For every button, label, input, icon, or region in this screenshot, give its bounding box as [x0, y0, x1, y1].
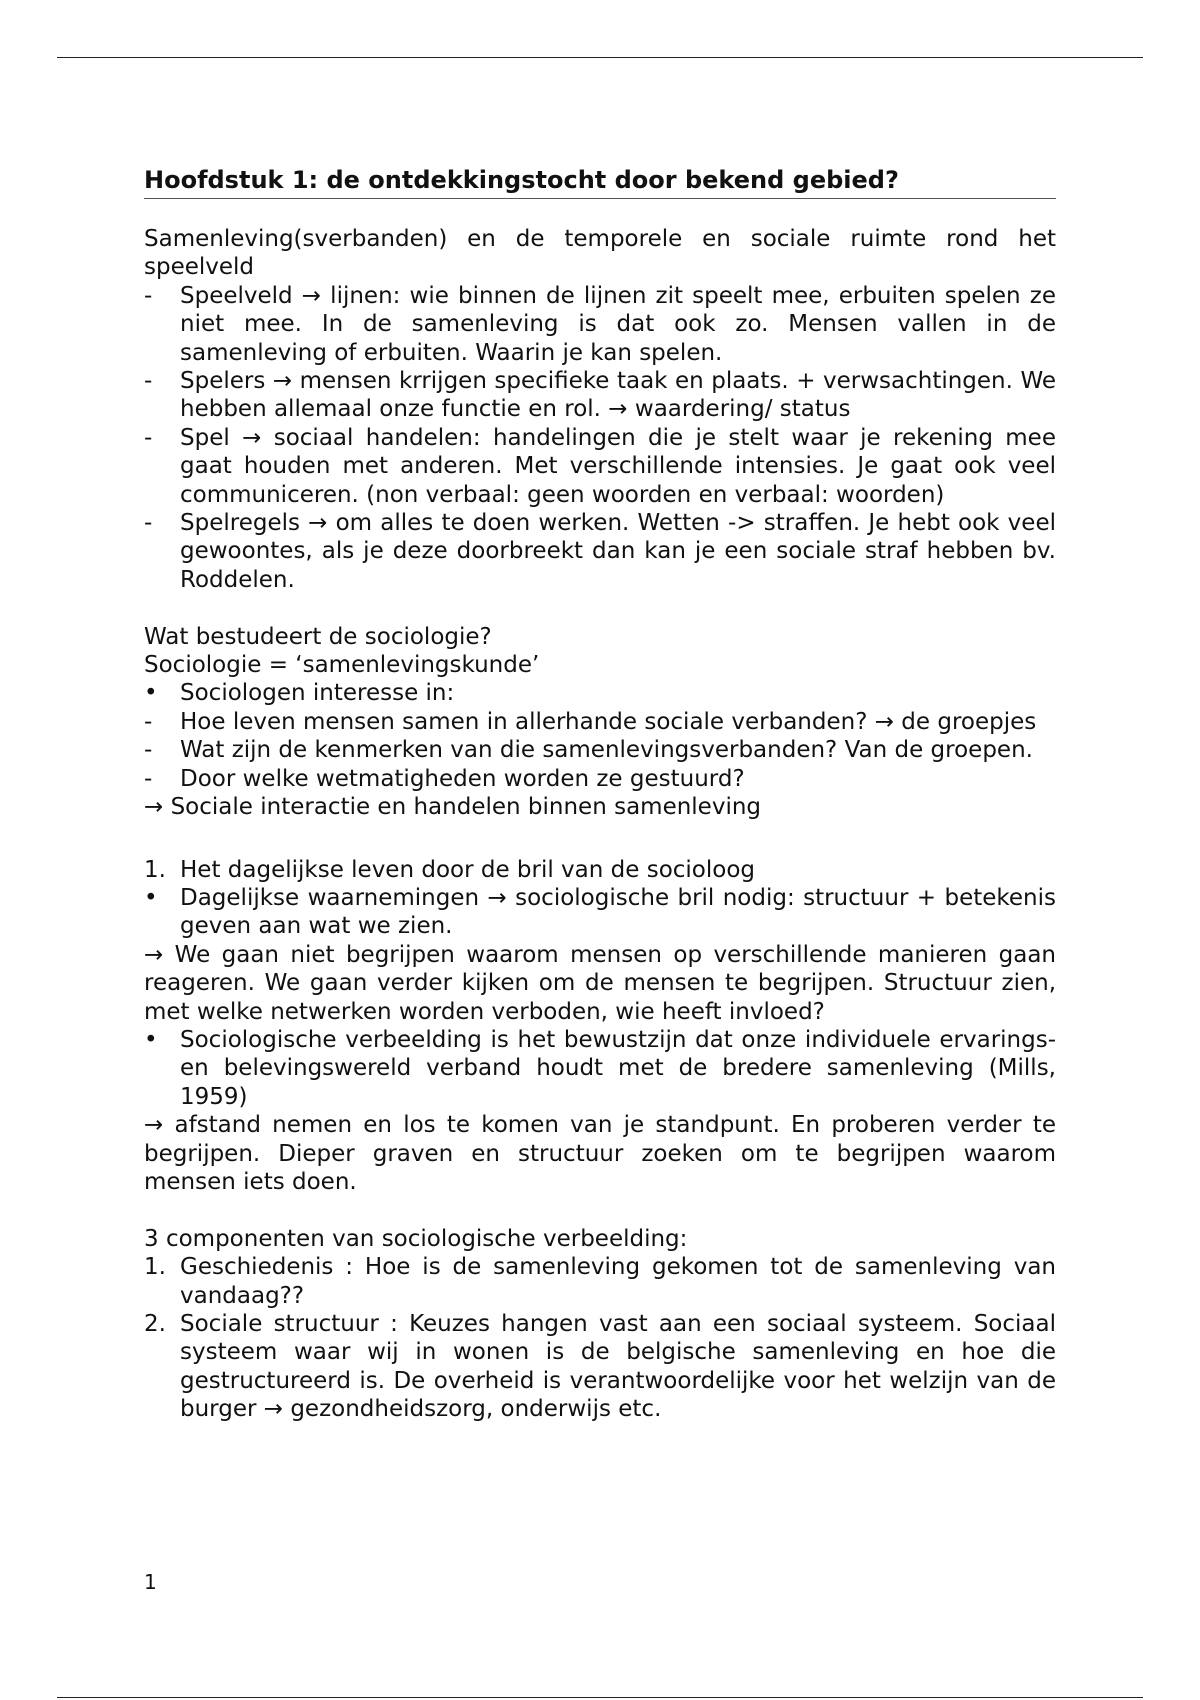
- list-item-text: Dagelijkse waarnemingen → sociologische bril nodig: structuur + betekenis geven aan wat we zien.: [180, 884, 1056, 940]
- list-item: [144, 509, 1056, 594]
- chapter-heading: Hoofdstuk 1: de ontdekkingstocht door bekend gebied?: [144, 164, 1056, 199]
- sociology-interest-list: [144, 679, 1056, 793]
- list-marker: -: [144, 424, 153, 451]
- list-item-text: Door welke wetmatigheden worden ze gestuurd?: [180, 765, 745, 792]
- list-marker: -: [144, 282, 153, 309]
- game-metaphor-list: [144, 282, 1056, 594]
- list-item: [144, 367, 1056, 424]
- document-page: [144, 164, 1056, 1424]
- list-item-text: Het dagelijkse leven door de bril van de socioloog: [180, 856, 756, 883]
- list-marker: -: [144, 368, 153, 395]
- list-marker: -: [144, 708, 153, 735]
- section-1-paragraph-2: → afstand nemen en los te komen van je standpunt. En proberen verder te begrijpen. Dieper graven en structuur zoeken om te begrijpen waarom mensen iets doen.: [144, 1112, 1056, 1195]
- list-item-text: Spelers → mensen krrijgen specifieke taak en plaats. + verwsachtingen. We hebben allemaal onze functie en rol. → waardering/ status: [180, 368, 1056, 423]
- list-marker: •: [144, 1026, 158, 1053]
- list-item: [144, 1310, 1056, 1424]
- list-marker: •: [144, 680, 158, 707]
- section-1-list-2: [144, 1026, 1056, 1111]
- list-item-text: Spelregels → om alles te doen werken. Wetten -> straffen. Je hebt ook veel gewoontes, als je deze doorbreekt dan kan je een sociale straf hebben bv. Roddelen.: [180, 510, 1056, 593]
- list-item-text: Geschiedenis : Hoe is de samenleving gekomen tot de samenleving van vandaag??: [180, 1254, 1056, 1309]
- list-marker: 1.: [144, 1254, 166, 1281]
- paragraph-spacer: [144, 594, 1056, 622]
- list-item: [144, 708, 1056, 736]
- section-1-list: [144, 856, 1056, 941]
- list-item: [144, 1253, 1056, 1310]
- list-marker: 1.: [144, 856, 166, 883]
- list-marker: •: [144, 884, 158, 911]
- page-top-rule: [57, 57, 1143, 58]
- list-item: [144, 856, 1056, 884]
- list-item-text: Sociale structuur : Keuzes hangen vast aan een sociaal systeem. Sociaal systeem waar wij in wonen is de belgische samenleving en hoe die gestructureerd is. De overheid is verantwoordelijke voor het welzijn van de burger → gezondheidszorg, onderwijs etc.: [180, 1311, 1056, 1423]
- list-item-text: Wat zijn de kenmerken van die samenlevingsverbanden? Van de groepen.: [180, 737, 1033, 764]
- list-item: [144, 424, 1056, 509]
- list-marker: -: [144, 737, 153, 764]
- list-item-text: Sociologische verbeelding is het bewustzijn dat onze individuele ervarings- en belevingswereld verband houdt met de bredere samenleving (Mills, 1959): [180, 1026, 1056, 1110]
- list-item: [144, 765, 1056, 793]
- list-item: [144, 679, 1056, 707]
- list-marker: 2.: [144, 1311, 166, 1337]
- list-item-text: Hoe leven mensen samen in allerhande sociale verbanden? → de groepjes: [180, 708, 1037, 735]
- list-item-text: Spel → sociaal handelen: handelingen die je stelt waar je rekening mee gaat houden met anderen. Met verschillende intensies. Je gaat ook veel communiceren. (non verbaal: geen woorden en verbaal: woorden): [180, 424, 1056, 508]
- intro-title: Samenleving(sverbanden) en de temporele en sociale ruimte rond het speelveld: [144, 226, 1056, 281]
- page-number: 1: [144, 1570, 157, 1594]
- components-list: [144, 1253, 1056, 1423]
- sociology-question: Wat bestudeert de sociologie?: [144, 623, 492, 650]
- list-item: [144, 884, 1056, 941]
- list-marker: -: [144, 510, 153, 537]
- sociology-conclusion: → Sociale interactie en handelen binnen samenleving: [144, 794, 762, 821]
- page-bottom-rule: [57, 1697, 1143, 1698]
- list-item-text: Speelveld → lijnen: wie binnen de lijnen zit speelt mee, erbuiten spelen ze niet mee. In de samenleving is dat ook zo. Mensen vallen in de samenleving of erbuiten. Waarin je kan spelen.: [180, 282, 1056, 366]
- paragraph-spacer: [144, 822, 1056, 856]
- paragraph-spacer: [144, 1196, 1056, 1224]
- section-1-paragraph: → We gaan niet begrijpen waarom mensen op verschillende manieren gaan reageren. We gaan verder kijken om de mensen te begrijpen. Structuur zien, met welke netwerken worden verboden, wie heeft invloed?: [144, 941, 1056, 1025]
- list-item: [144, 736, 1056, 764]
- list-marker: -: [144, 765, 153, 792]
- list-item: [144, 1026, 1056, 1111]
- list-item-text: Sociologen interesse in:: [180, 680, 455, 707]
- components-title: 3 componenten van sociologische verbeelding:: [144, 1225, 688, 1252]
- list-item: [144, 282, 1056, 367]
- sociology-definition: Sociologie = ‘samenlevingskunde’: [144, 652, 540, 679]
